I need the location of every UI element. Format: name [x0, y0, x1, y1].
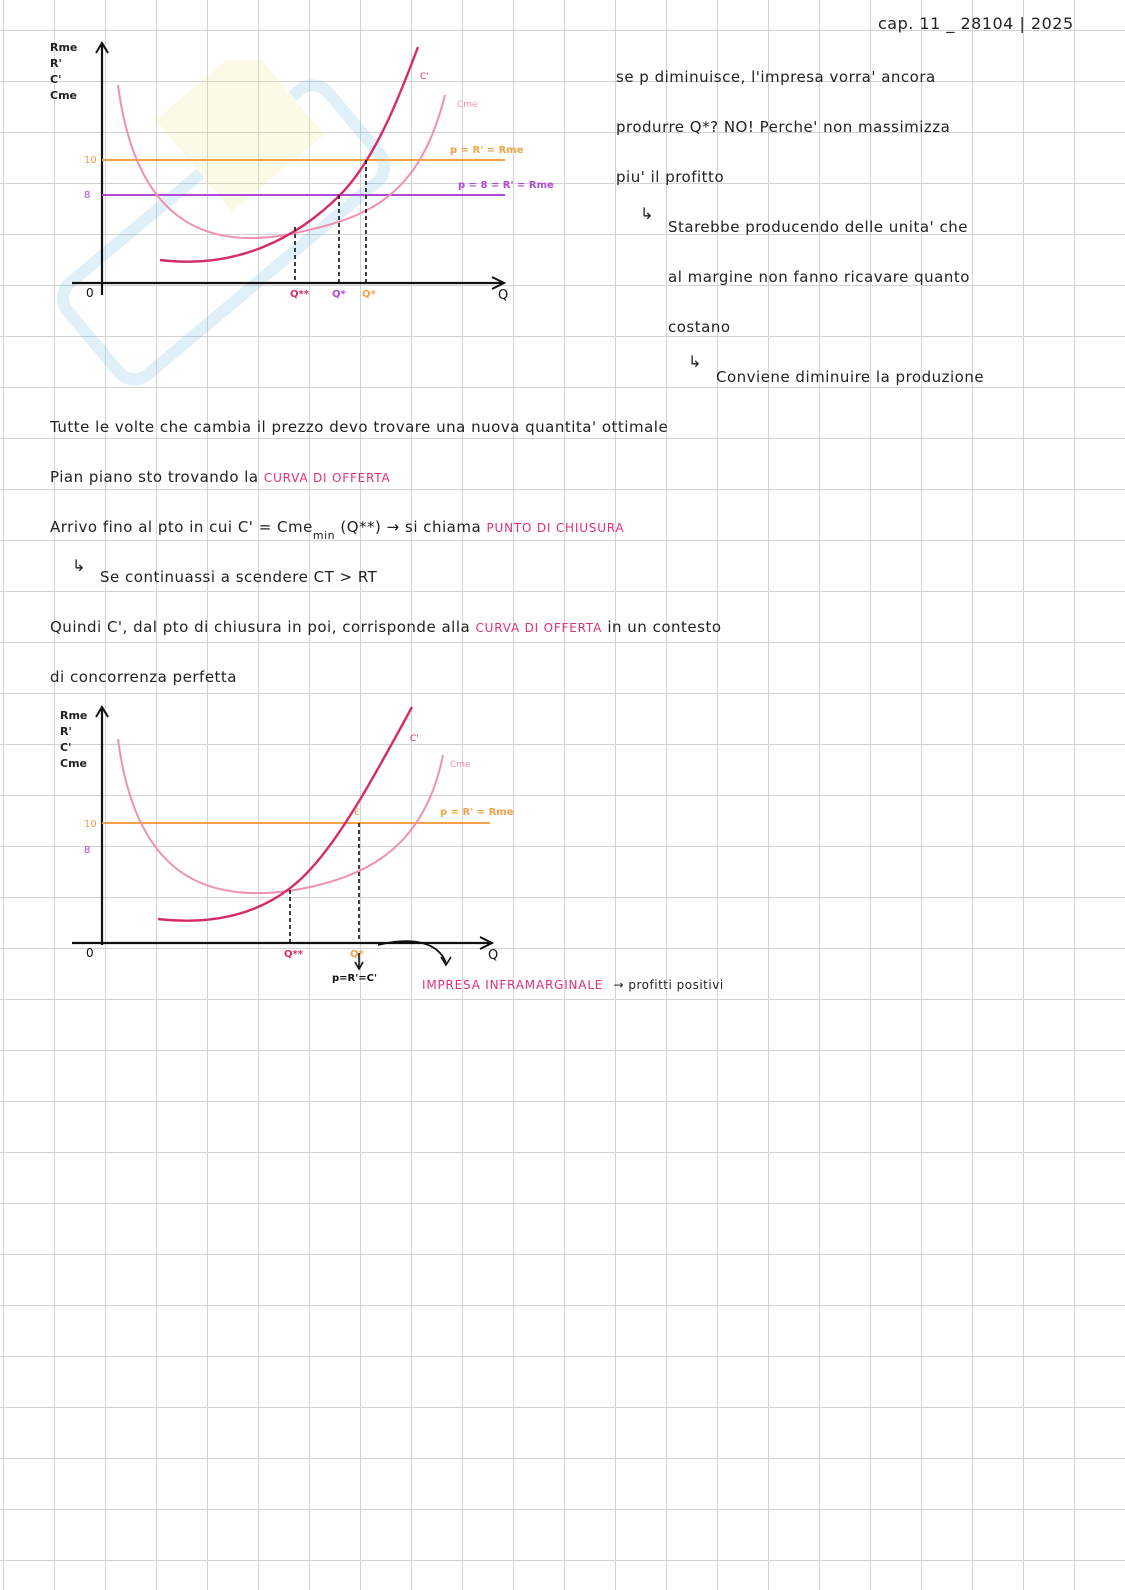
- x-axis-label: Q: [488, 948, 499, 963]
- y-label-r: R': [50, 57, 62, 70]
- body-line-5-post: in un contesto: [607, 618, 722, 636]
- y-label-rme: Rme: [60, 709, 88, 722]
- y-label-c: C': [50, 73, 62, 86]
- q-star-label: Q*: [350, 949, 364, 960]
- origin: 0: [86, 286, 94, 300]
- note-line-3: piu' il profitto: [616, 168, 725, 186]
- origin: 0: [86, 946, 94, 960]
- tick-8: 8: [84, 190, 91, 201]
- y-label-rme: Rme: [50, 41, 78, 54]
- cme-curve: [118, 739, 443, 893]
- y-label-c: C': [60, 741, 72, 754]
- point-e-label: E: [354, 808, 360, 818]
- result-text: → profitti positivi: [613, 978, 724, 992]
- note-line-6: costano: [668, 318, 731, 336]
- body-line-2-text: Pian piano sto trovando la: [50, 468, 259, 486]
- note-line-5: al margine non fanno ricavare quanto: [668, 268, 970, 286]
- cme-curve-label: Cme: [450, 760, 471, 770]
- body-line-2: [50, 468, 391, 486]
- y-label-cme: Cme: [50, 89, 77, 102]
- body-line-5-text: Quindi C', dal pto di chiusura in poi, corrisponde alla: [50, 618, 471, 636]
- body-line-3-sub: min: [312, 529, 336, 542]
- q-star-label: Q*: [332, 289, 346, 300]
- highlight-punto-chiusura: PUNTO DI CHIUSURA: [486, 521, 625, 535]
- tick-10: 10: [84, 819, 97, 830]
- body-line-1: Tutte le volte che cambia il prezzo devo trovare una nuova quantita' ottimale: [50, 418, 669, 436]
- header-date: cap. 11 _ 28104 | 2025: [878, 14, 1074, 33]
- line-10-label: p = R' = Rme: [450, 145, 524, 156]
- c-curve-label: C': [410, 734, 419, 744]
- q-star-orange-label: Q*: [362, 289, 376, 300]
- graph-2: [50, 705, 550, 985]
- note-line-7: Conviene diminuire la produzione: [716, 368, 985, 386]
- note-line-4: Starebbe producendo delle unita' che: [668, 218, 968, 236]
- y-label-r: R': [60, 725, 72, 738]
- tick-8: 8: [84, 845, 91, 856]
- graph-1: [40, 35, 580, 315]
- note-line-2: produrre Q*? NO! Perche' non massimizza: [616, 118, 951, 136]
- y-label-cme: Cme: [60, 757, 87, 770]
- c-marginal-curve: [158, 707, 412, 921]
- body-line-6: di concorrenza perfetta: [50, 668, 238, 686]
- highlight-curva-offerta-1: CURVA DI OFFERTA: [263, 471, 391, 485]
- body-line-3-mid: (Q**) → si chiama: [340, 518, 482, 536]
- body-line-3: [50, 518, 625, 542]
- line-8-label: p = 8 = R' = Rme: [458, 180, 554, 191]
- note-line-1: se p diminuisce, l'impresa vorra' ancora: [616, 68, 936, 86]
- cme-curve-label: Cme: [457, 100, 478, 110]
- highlight-curva-offerta-2: CURVA DI OFFERTA: [475, 621, 603, 635]
- arrow-icon-1: ↳: [640, 204, 654, 223]
- body-line-5: [50, 618, 722, 636]
- c-curve-label: C': [420, 72, 429, 82]
- line-10-label: p = R' = Rme: [440, 807, 514, 818]
- cme-curve: [118, 85, 445, 238]
- highlight-impresa: IMPRESA INFRAMARGINALE: [422, 978, 604, 992]
- arrow-icon-2: ↳: [688, 352, 702, 371]
- x-axis-label: Q: [498, 288, 509, 303]
- body-line-3-text: Arrivo fino al pto in cui C' = Cme: [50, 518, 313, 536]
- tick-10: 10: [84, 155, 97, 166]
- c-marginal-curve: [160, 47, 418, 262]
- body-line-4: Se continuassi a scendere CT > RT: [100, 568, 378, 586]
- arrow-icon-3: ↳: [72, 556, 86, 575]
- eq-label: p=R'=C': [332, 973, 378, 984]
- q-min-label: Q**: [284, 949, 303, 960]
- q-min-label: Q**: [290, 289, 309, 300]
- impresa-label: [422, 978, 724, 992]
